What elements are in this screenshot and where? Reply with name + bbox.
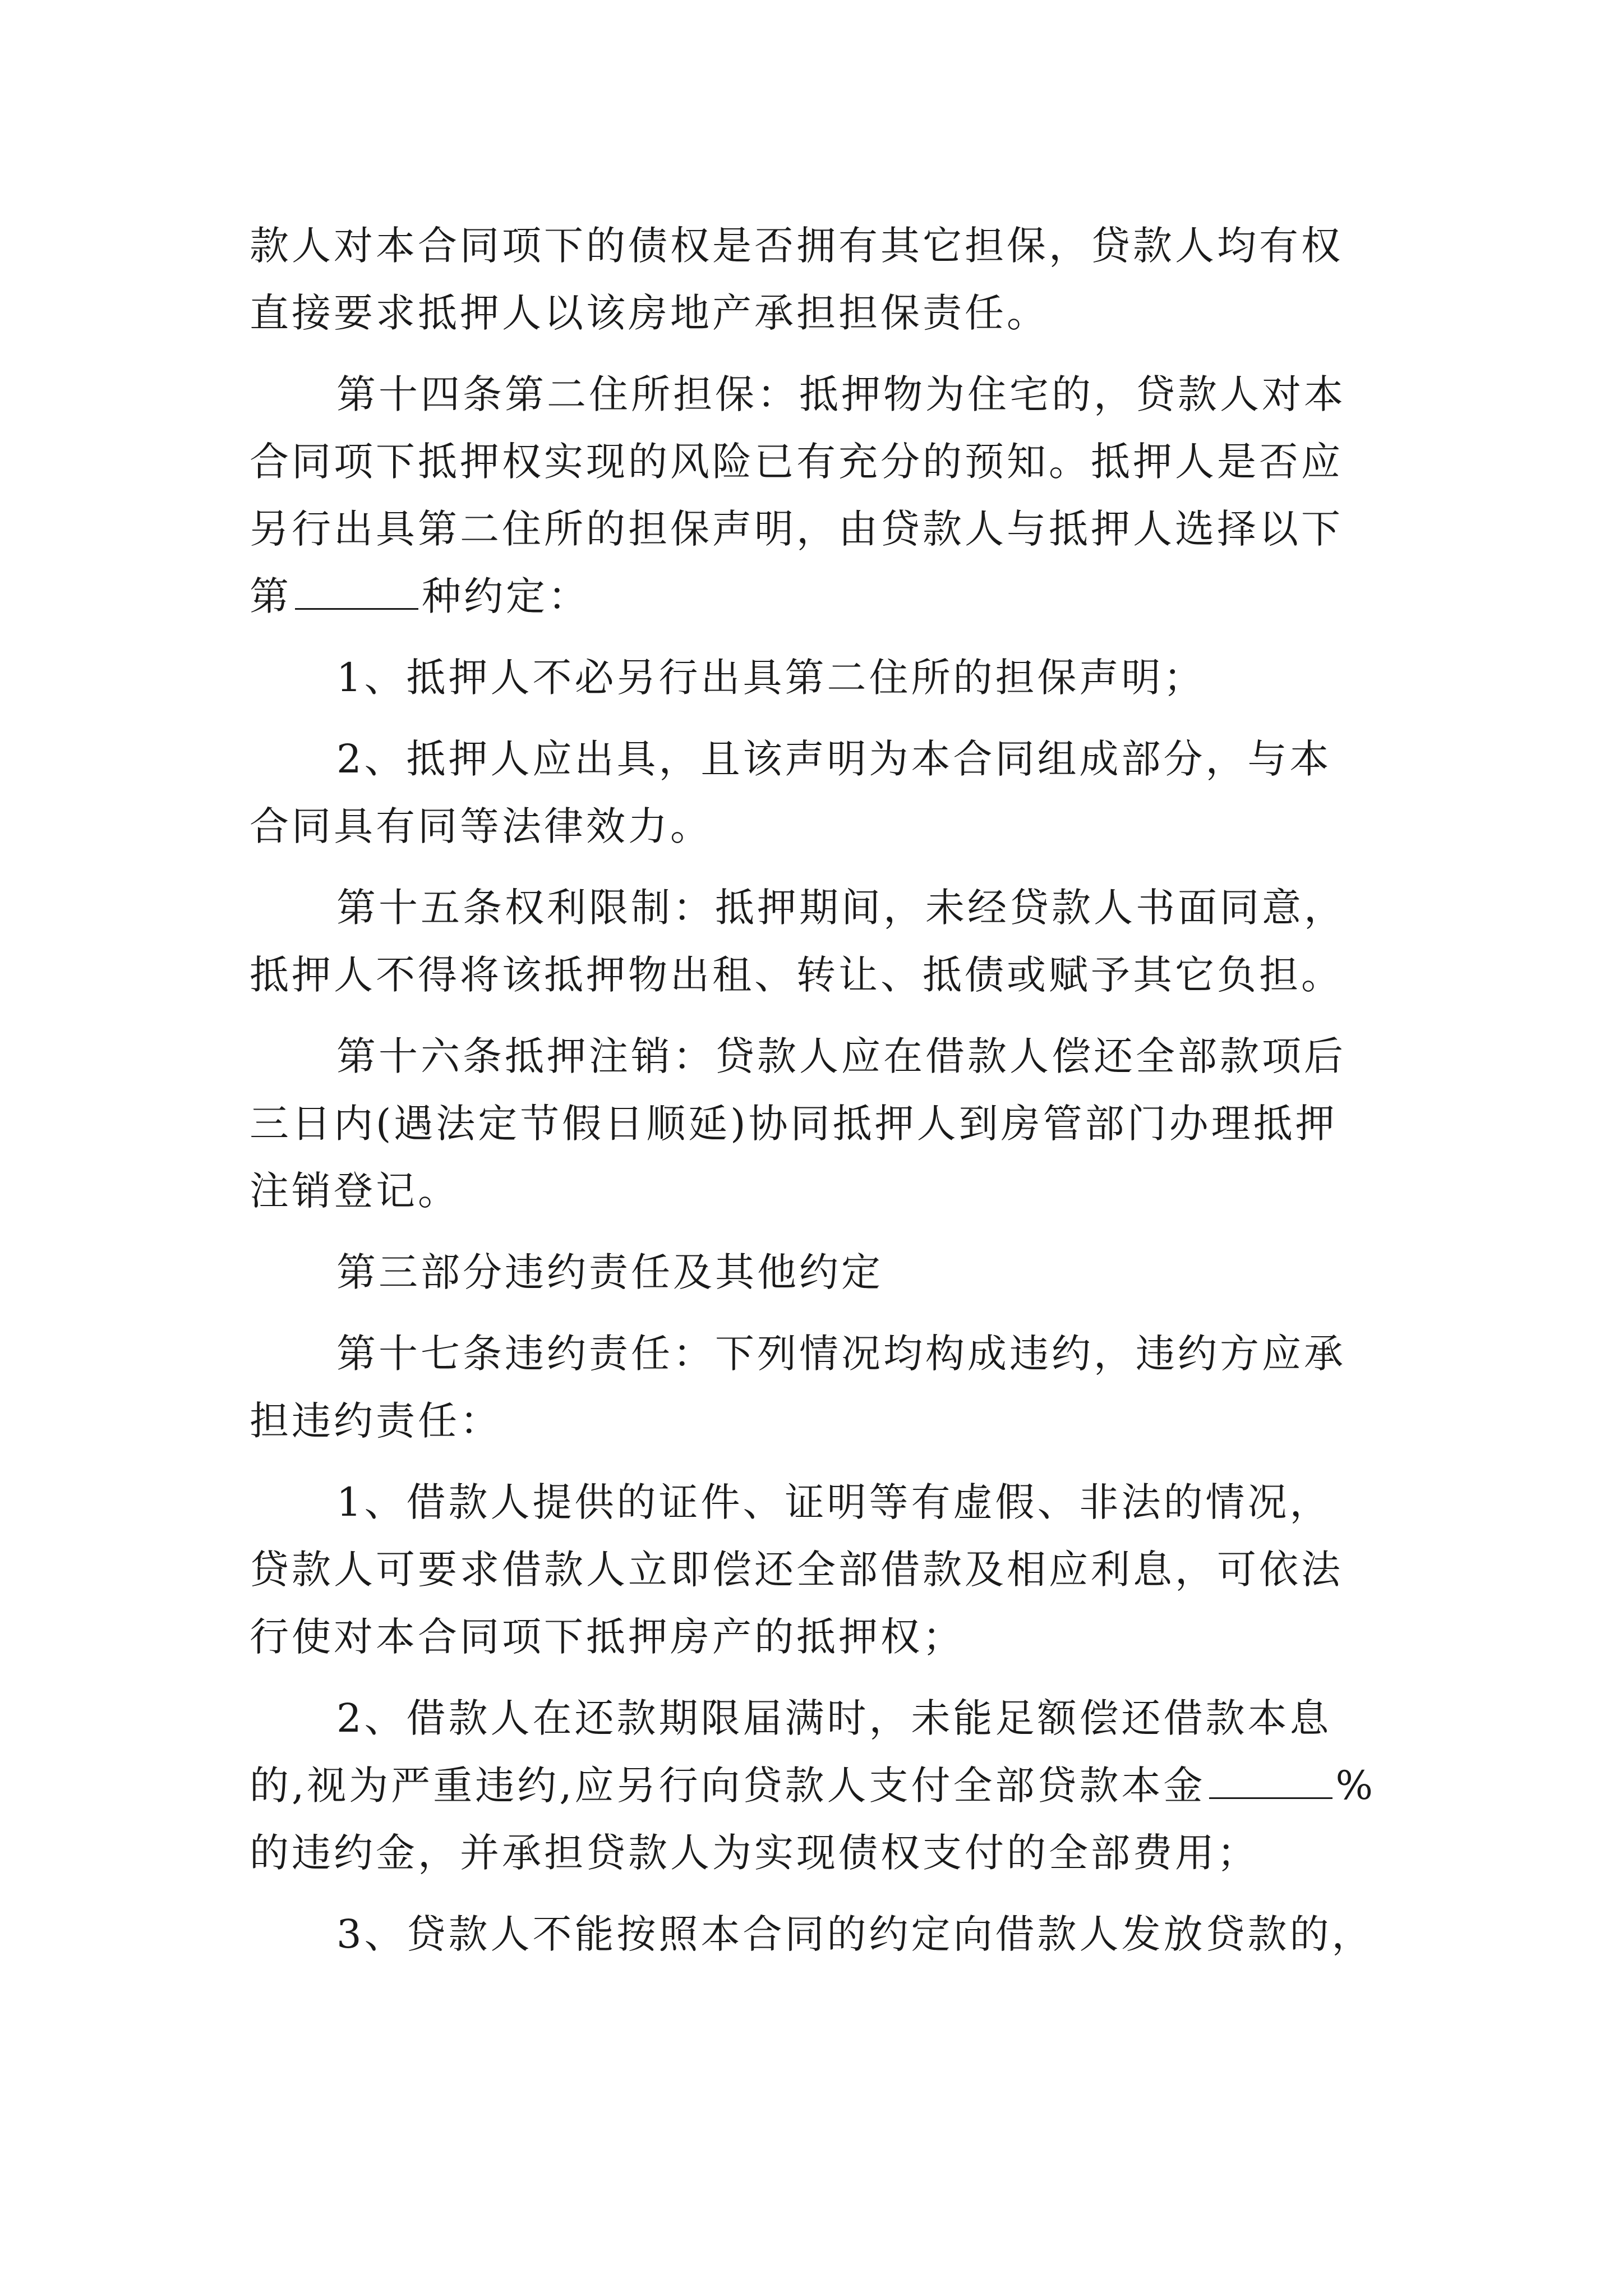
list-item: 2、借款人在还款期限届满时，未能足额偿还借款本息: [336, 1695, 1332, 1741]
text-line-with-blank: [250, 563, 590, 630]
text-line: 另行出具第二住所的担保声明，由贷款人与抵押人选择以下: [250, 506, 1343, 552]
text-line: 抵押人不得将该抵押物出租、转让、抵债或赋予其它负担。: [250, 952, 1343, 998]
section-heading: 第三部分违约责任及其他约定: [336, 1249, 883, 1295]
text-fragment: 第: [250, 573, 292, 619]
percent-sign: %: [1335, 1763, 1376, 1809]
text-line: 担违约责任：: [250, 1398, 502, 1444]
text-line: 直接要求抵押人以该房地产承担担保责任。: [250, 290, 1049, 336]
text-line: 贷款人可要求借款人立即偿还全部借款及相应利息，可依法: [250, 1547, 1343, 1593]
list-item: 1、借款人提供的证件、证明等有虚假、非法的情况，: [336, 1479, 1332, 1525]
text-line: 的违约金，并承担贷款人为实现债权支付的全部费用；: [250, 1830, 1259, 1876]
text-fragment: 的,视为严重违约,应另行向贷款人支付全部贷款本金: [250, 1763, 1206, 1809]
text-line: 三日内(遇法定节假日顺延)协同抵押人到房管部门办理抵押: [250, 1101, 1338, 1147]
list-item: 1、抵押人不必另行出具第二住所的担保声明；: [336, 655, 1206, 701]
text-line: 款人对本合同项下的债权是否拥有其它担保，贷款人均有权: [250, 223, 1343, 269]
fill-in-blank-option[interactable]: [295, 573, 418, 610]
text-line-with-blank: [250, 1752, 1376, 1819]
list-item: 3、贷款人不能按照本合同的约定向借款人发放贷款的，: [336, 1911, 1374, 1957]
text-line: 注销登记。: [250, 1168, 460, 1214]
text-line: 合同项下抵押权实现的风险已有充分的预知。抵押人是否应: [250, 439, 1343, 485]
text-line: 合同具有同等法律效力。: [250, 803, 712, 849]
article-14-heading: 第十四条第二住所担保：抵押物为住宅的，贷款人对本: [336, 371, 1346, 417]
article-15-heading: 第十五条权利限制：抵押期间，未经贷款人书面同意，: [336, 885, 1346, 931]
text-line: 行使对本合同项下抵押房产的抵押权；: [250, 1614, 965, 1660]
list-item: 2、抵押人应出具，且该声明为本合同组成部分，与本: [336, 736, 1332, 782]
article-17-heading: 第十七条违约责任：下列情况均构成违约，违约方应承: [336, 1331, 1346, 1377]
text-fragment: 种约定：: [422, 573, 590, 619]
fill-in-blank-percent[interactable]: [1209, 1763, 1332, 1799]
article-16-heading: 第十六条抵押注销：贷款人应在借款人偿还全部款项后: [336, 1033, 1346, 1079]
